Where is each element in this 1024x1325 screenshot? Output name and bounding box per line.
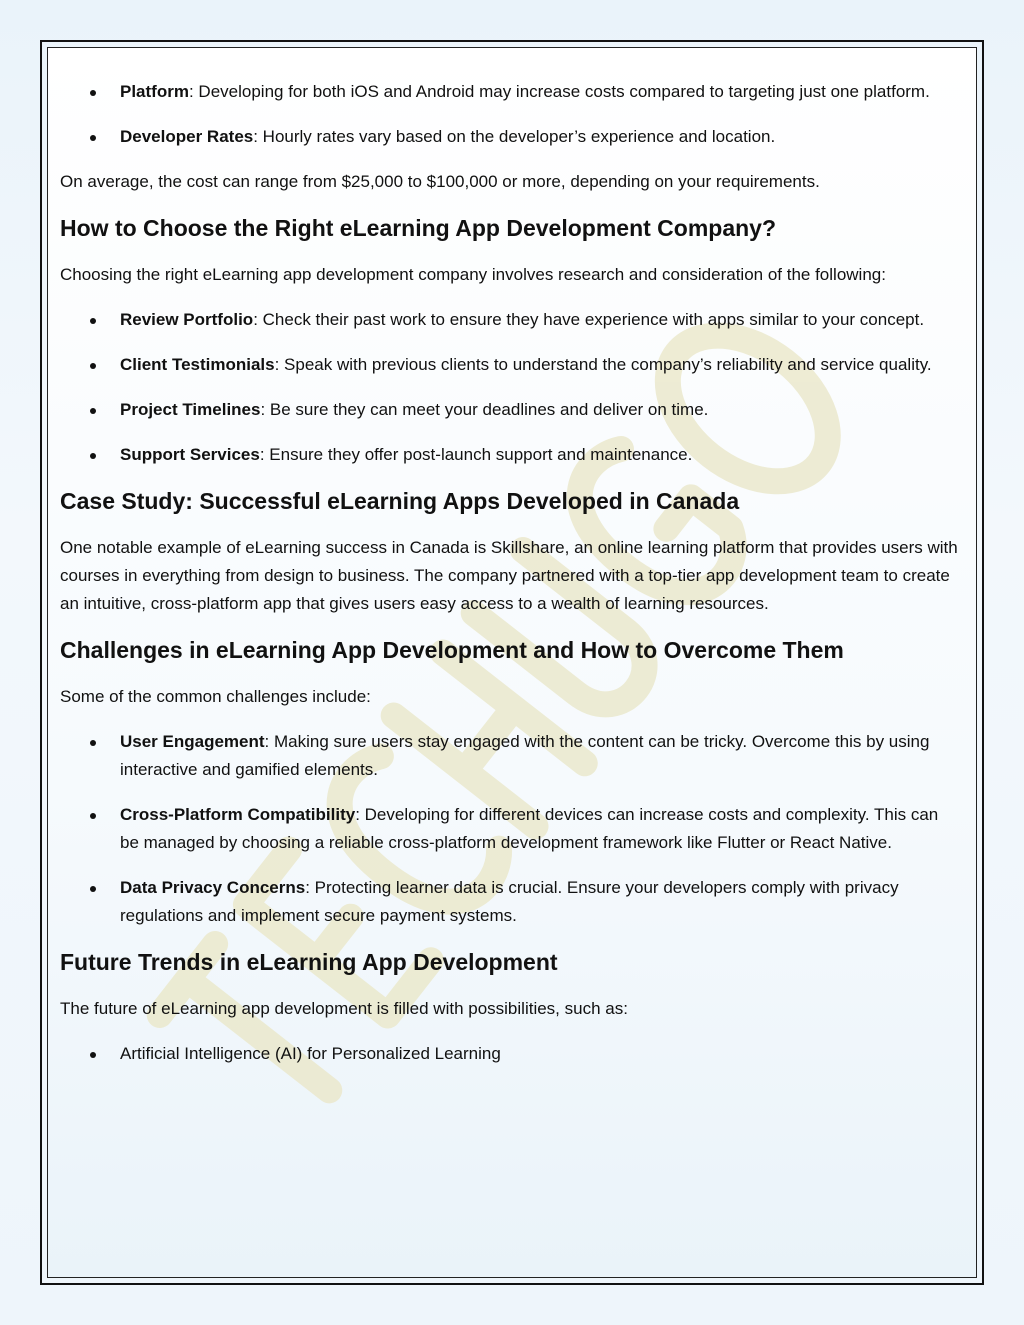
- list-item-text: : Protecting learner data is crucial. Ensure your developers comply with privacy regulations and implement secure payment systems.: [120, 878, 899, 925]
- list-item-term: Platform: [120, 82, 189, 101]
- list-item: [60, 351, 960, 379]
- list-item: [60, 874, 960, 930]
- list-item-term: Data Privacy Concerns: [120, 878, 306, 897]
- list-item-text: : Making sure users stay engaged with the content can be tricky. Overcome this by using interactive and gamified elements.: [120, 732, 930, 779]
- list-item-text: Artificial Intelligence (AI) for Personalized Learning: [120, 1044, 501, 1063]
- future-trends-heading: Future Trends in eLearning App Development: [60, 949, 558, 975]
- choose-list: [60, 306, 960, 469]
- list-item: [60, 123, 960, 151]
- list-item-text: : Developing for both iOS and Android may increase costs compared to targeting just one platform.: [188, 82, 930, 101]
- list-item: [60, 728, 960, 784]
- list-item: [60, 441, 960, 469]
- list-item-term: Project Timelines: [120, 400, 261, 419]
- list-item-text: : Speak with previous clients to understand the company’s reliability and service quality.: [274, 355, 932, 374]
- list-item-term: User Engagement: [120, 732, 265, 751]
- choose-intro: Choosing the right eLearning app development company involves research and consideration of the following:: [60, 265, 886, 284]
- challenges-intro: Some of the common challenges include:: [60, 687, 371, 706]
- list-item-text: : Check their past work to ensure they have experience with apps similar to your concept.: [253, 310, 925, 329]
- document-body: [60, 78, 960, 1085]
- list-item-term: Review Portfolio: [120, 310, 254, 329]
- list-item: [60, 1040, 960, 1068]
- list-item-text: : Developing for different devices can increase costs and complexity. This can be managed by choosing a reliable cross-platform development framework like Flutter or React Native.: [120, 805, 939, 852]
- list-item-term: Support Services: [120, 445, 260, 464]
- list-item-term: Developer Rates: [120, 127, 254, 146]
- cost-paragraph: On average, the cost can range from $25,000 to $100,000 or more, depending on your requirements.: [60, 172, 820, 191]
- choose-heading: How to Choose the Right eLearning App Development Company?: [60, 215, 777, 241]
- case-study-heading: Case Study: Successful eLearning Apps Developed in Canada: [60, 488, 740, 514]
- case-study-paragraph: One notable example of eLearning success in Canada is Skillshare, an online learning platform that provides users with courses in everything from design to business. The company partnered with a top-tier app development team to create an intuitive, cross-platform app that gives users easy access to a wealth of learning resources.: [60, 538, 958, 613]
- challenges-list: [60, 728, 960, 930]
- list-item-text: : Hourly rates vary based on the developer’s experience and location.: [253, 127, 776, 146]
- future-trends-list: [60, 1040, 960, 1068]
- cost-factors-list: [60, 78, 960, 151]
- list-item-text: : Ensure they offer post-launch support and maintenance.: [259, 445, 693, 464]
- list-item: [60, 78, 960, 106]
- list-item: [60, 306, 960, 334]
- list-item-term: Cross-Platform Compatibility: [120, 805, 356, 824]
- list-item-text: : Be sure they can meet your deadlines and deliver on time.: [260, 400, 709, 419]
- list-item-term: Client Testimonials: [120, 355, 275, 374]
- list-item: [60, 801, 960, 857]
- list-item: [60, 396, 960, 424]
- future-trends-intro: The future of eLearning app development is filled with possibilities, such as:: [60, 999, 628, 1018]
- challenges-heading: Challenges in eLearning App Development and How to Overcome Them: [60, 637, 844, 663]
